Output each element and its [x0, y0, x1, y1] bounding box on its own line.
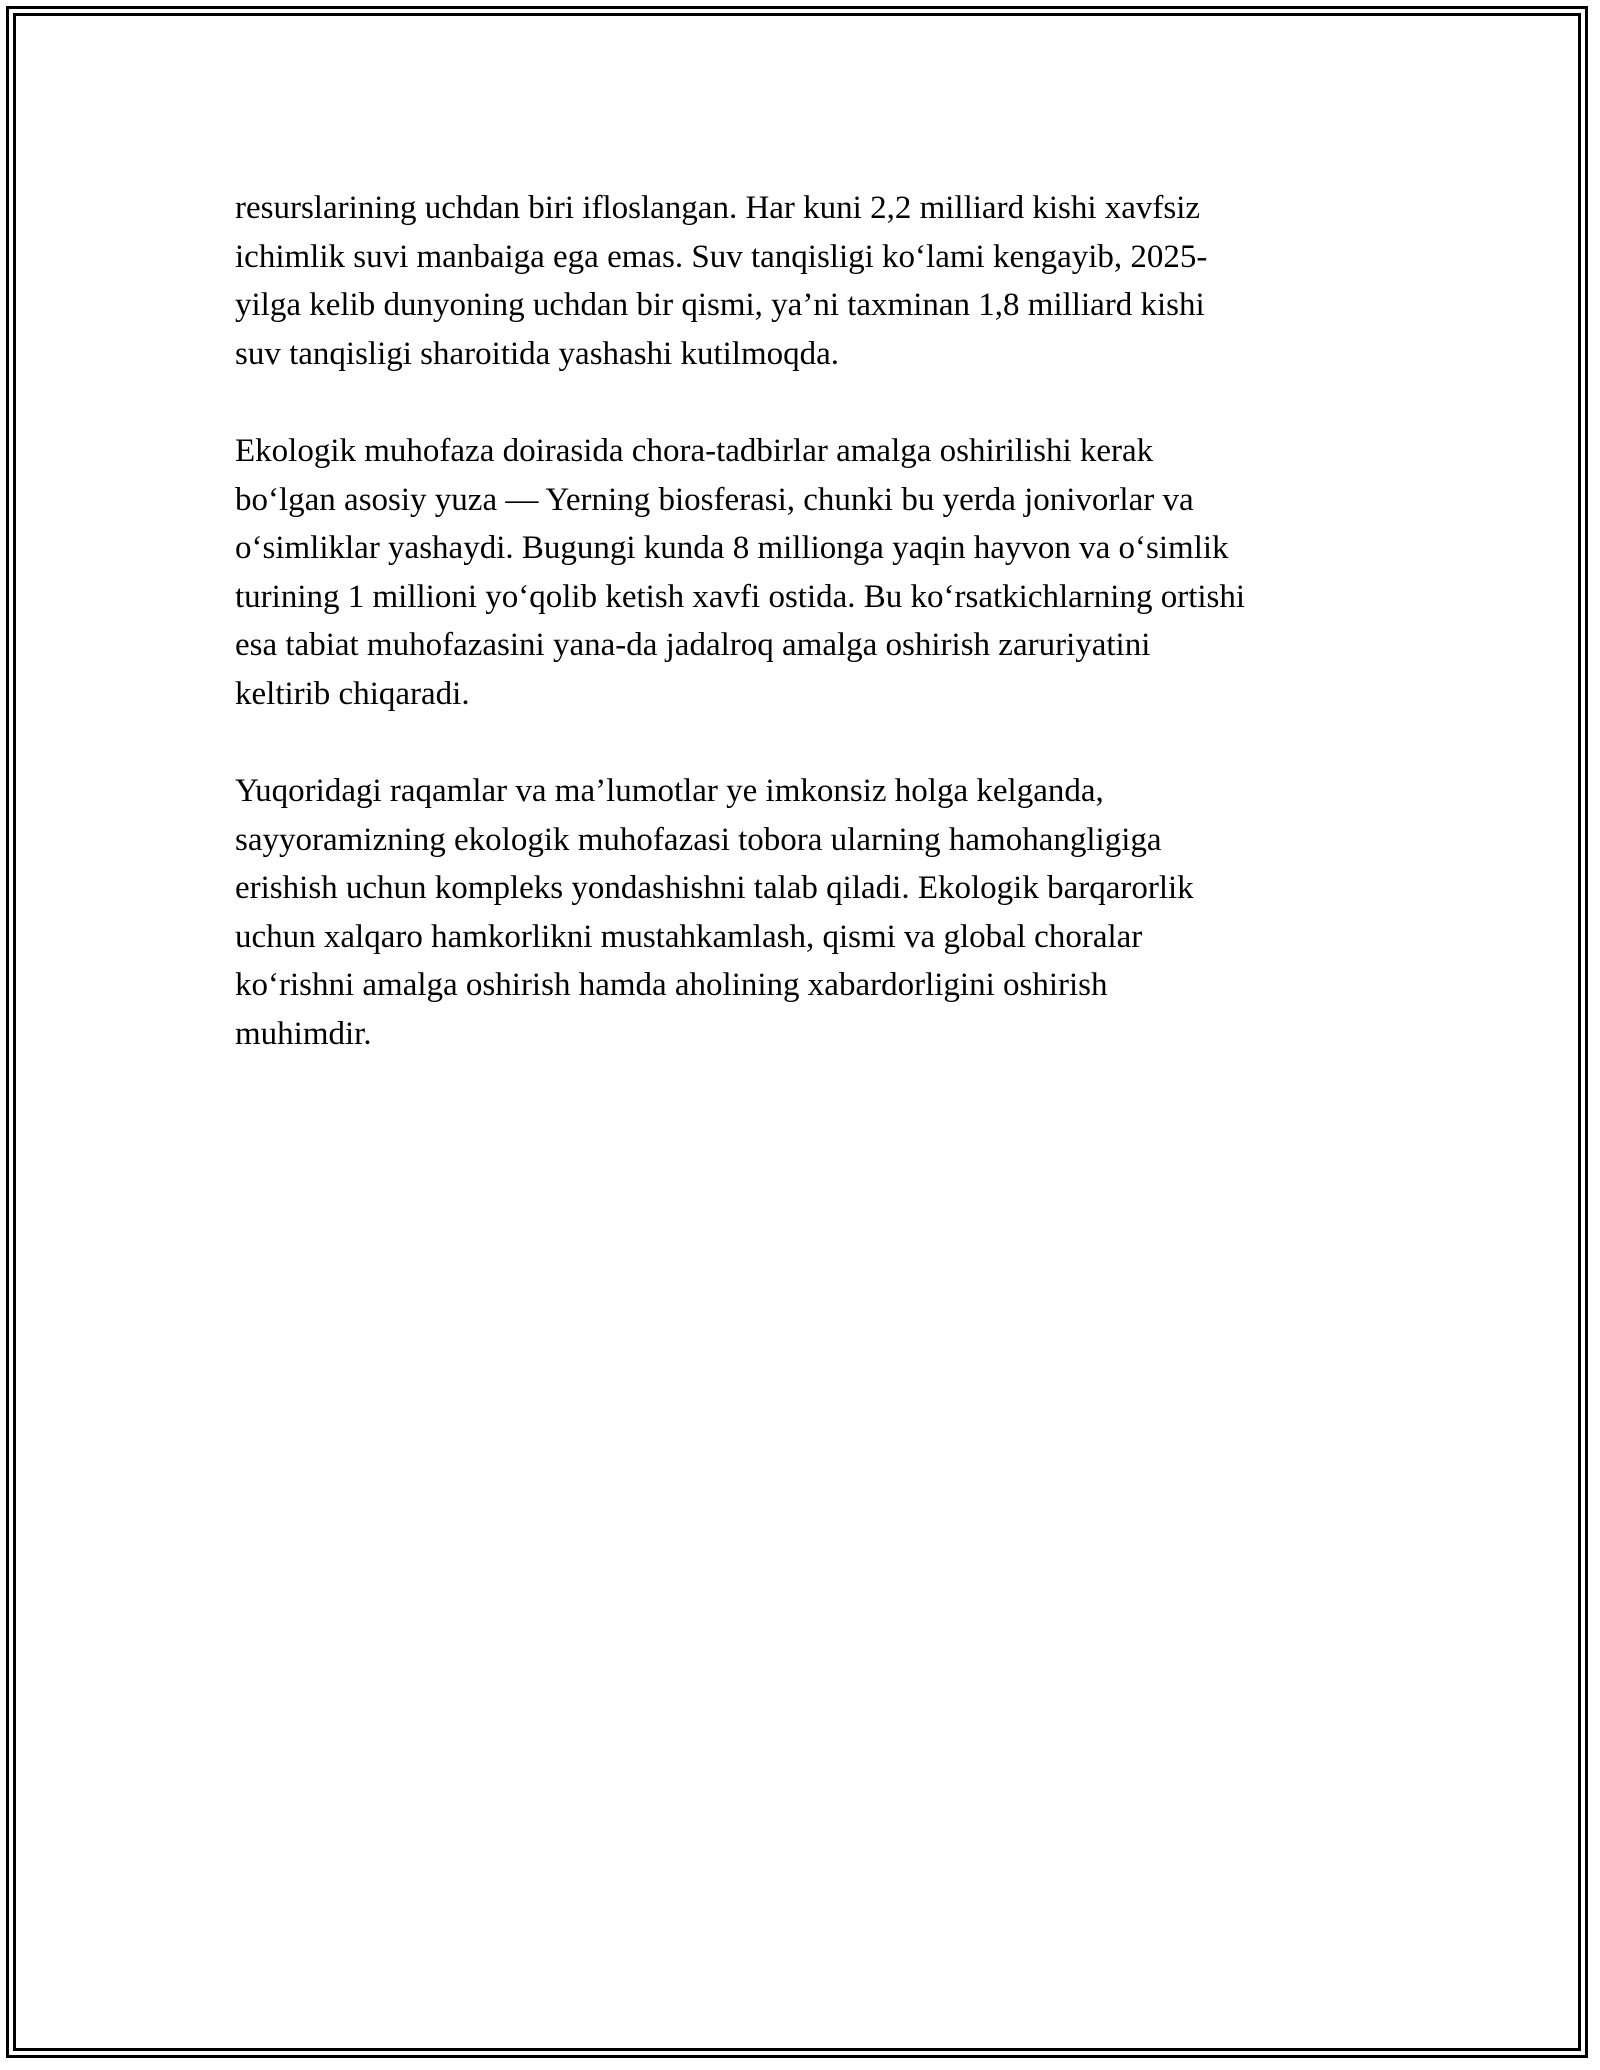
paragraph-water-scarcity [235, 184, 1365, 378]
text-line: muhimdir. [235, 1015, 372, 1052]
text-line: o‘simliklar yashaydi. Bugungi kunda 8 millionga yaqin hayvon va o‘simlik [235, 530, 1229, 566]
paragraph-biosphere [235, 427, 1365, 718]
text-line: erishish uchun kompleks yondashishni talab qiladi. Ekologik barqarorlik [235, 870, 1194, 906]
text-line: suv tanqisligi sharoitida yashashi kutilmoqda. [235, 335, 840, 372]
text-line: ichimlik suvi manbaiga ega emas. Suv tanqisligi ko‘lami kengayib, 2025- [235, 238, 1208, 275]
text-line: resurslarining uchdan biri ifloslangan. Har kuni 2,2 milliard kishi xavfsiz [235, 190, 1201, 226]
text-line: bo‘lgan asosiy yuza — Yerning biosferasi, chunki bu yerda jonivorlar va [235, 481, 1194, 518]
text-line: sayyoramizning ekologik muhofazasi tobora ularning hamohangligiga [235, 821, 1162, 858]
paragraph-conclusion [235, 767, 1365, 1058]
text-line: turining 1 millioni yo‘qolib ketish xavfi ostida. Bu ko‘rsatkichlarning ortishi [235, 578, 1246, 615]
text-line: Ekologik muhofaza doirasida chora-tadbirlar amalga oshirilishi kerak [235, 433, 1154, 469]
text-line: keltirib chiqaradi. [235, 675, 470, 712]
text-line: Yuqoridagi raqamlar va ma’lumotlar ye imkonsiz holga kelganda, [235, 773, 1104, 809]
document-body [235, 184, 1365, 1107]
text-line: uchun xalqaro hamkorlikni mustahkamlash, qismi va global choralar [235, 918, 1143, 955]
text-line: ko‘rishni amalga oshirish hamda aholining xabardorligini oshirish [235, 967, 1108, 1003]
text-line: esa tabiat muhofazasini yana-da jadalroq amalga oshirish zaruriyatini [235, 627, 1151, 663]
text-line: yilga kelib dunyoning uchdan bir qismi, ya’ni taxminan 1,8 milliard kishi [235, 287, 1205, 323]
